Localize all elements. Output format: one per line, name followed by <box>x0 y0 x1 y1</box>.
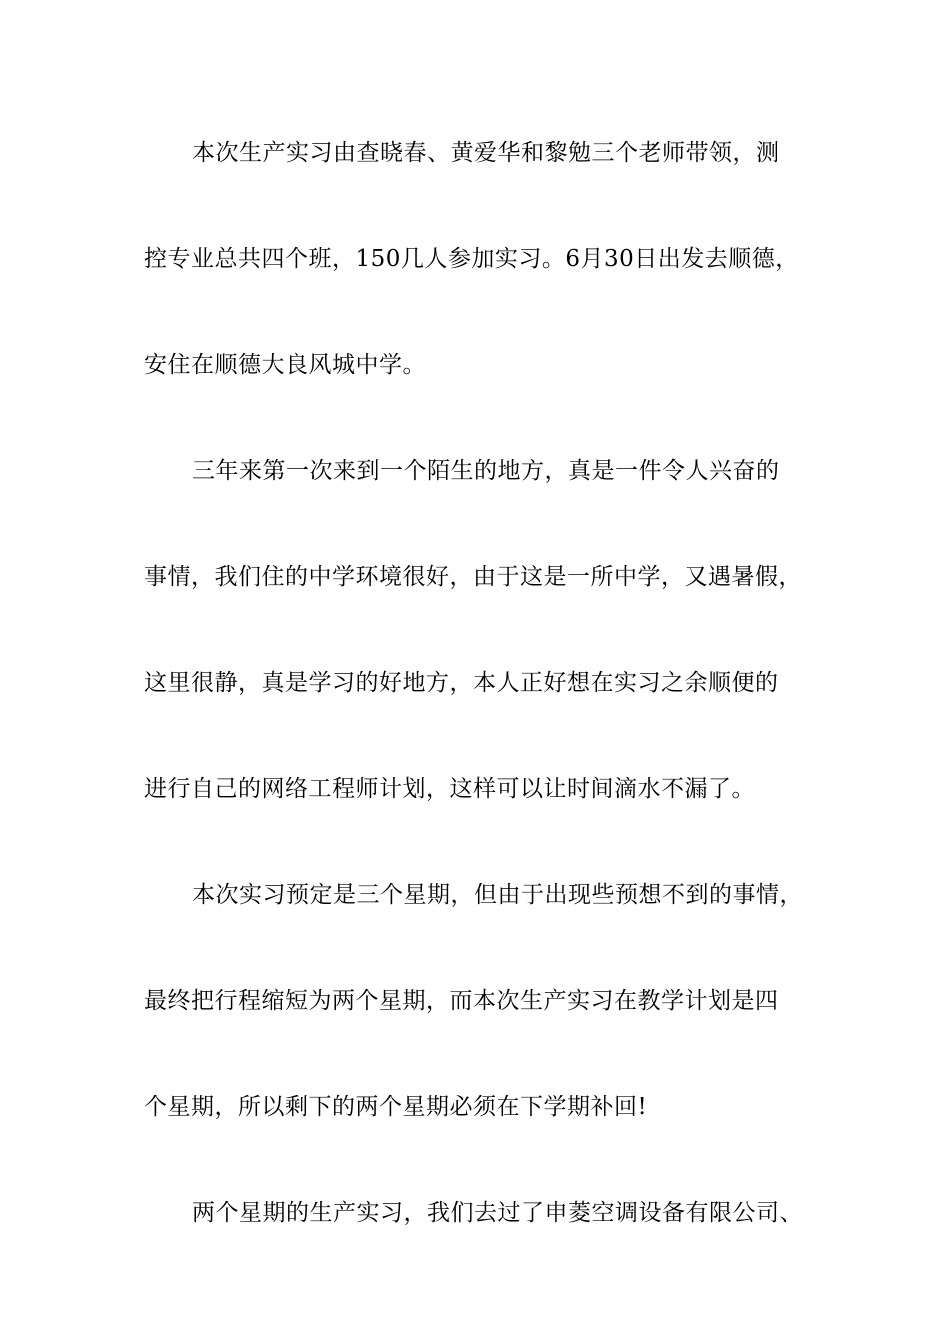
paragraph-2 <box>144 443 834 867</box>
document-body <box>144 125 834 1291</box>
text-line: 安住在顺德大良风城中学。 <box>144 352 426 378</box>
paragraph-1 <box>144 125 834 443</box>
text-line: 事情，我们住的中学环境很好，由于这是一所中学，又遇暑假， <box>144 564 802 590</box>
text-line: 三年来第一次来到一个陌生的地方，真是一件令人兴奋的 <box>192 458 780 484</box>
text-line: 控专业总共四个班，150几人参加实习。6月30日出发去顺德， <box>144 246 799 272</box>
text-line: 这里很静，真是学习的好地方，本人正好想在实习之余顺便的 <box>144 670 779 696</box>
paragraph-4 <box>144 1185 834 1291</box>
paragraph-3 <box>144 867 834 1185</box>
text-line: 个星期，所以剩下的两个星期必须在下学期补回! <box>144 1094 648 1120</box>
text-line: 本次生产实习由查晓春、黄爱华和黎勉三个老师带领，测 <box>192 140 780 166</box>
text-line: 本次实习预定是三个星期，但由于出现些预想不到的事情， <box>192 882 803 908</box>
text-line: 最终把行程缩短为两个星期，而本次生产实习在教学计划是四 <box>144 988 779 1014</box>
text-line: 两个星期的生产实习，我们去过了申菱空调设备有限公司、 <box>192 1200 803 1226</box>
text-line: 进行自己的网络工程师计划，这样可以让时间滴水不漏了。 <box>144 776 755 802</box>
